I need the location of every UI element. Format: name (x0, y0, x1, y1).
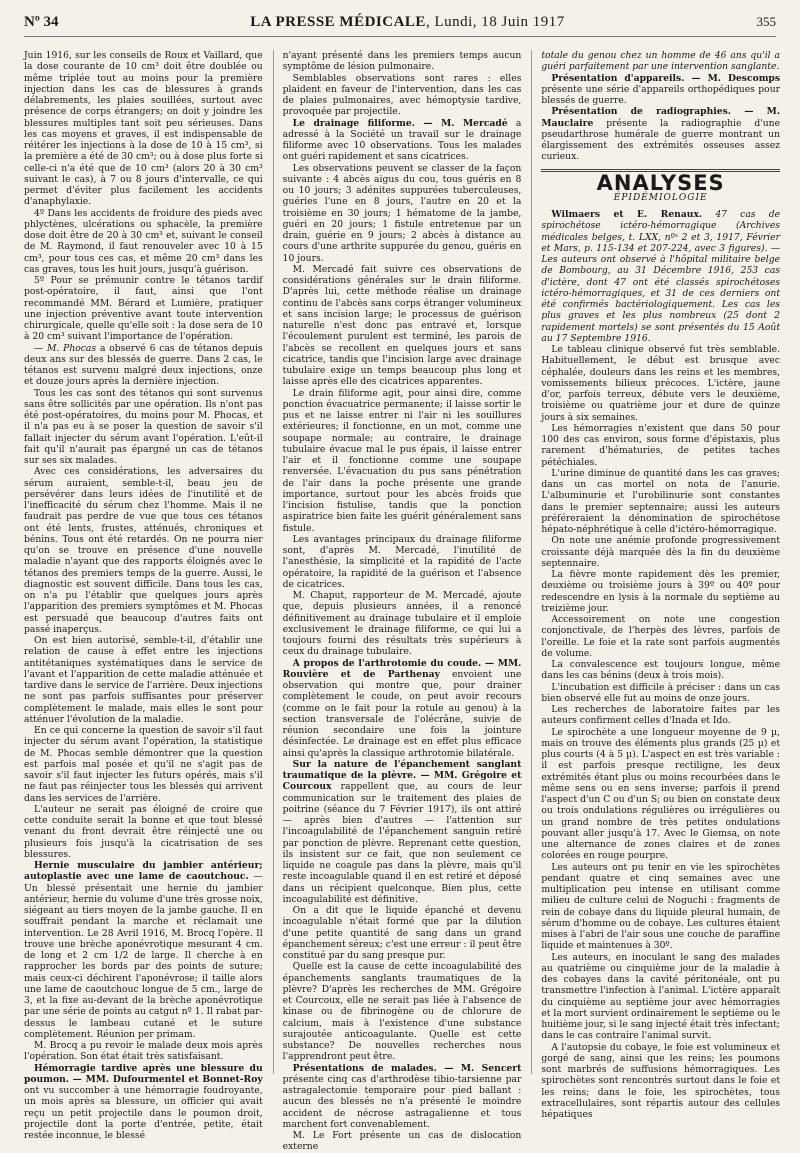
paragraph (24, 343, 263, 388)
paragraph (283, 759, 522, 905)
paragraph (24, 860, 263, 1040)
paragraph (283, 658, 522, 759)
reference-authors: Wilmaers et E. Renaux. (551, 209, 703, 220)
paragraph: Semblables observations sont rares : elles plaident en faveur de l'intervention, dans les cas de plaies pulmonaires, avec hémoptysie tardive, provoquée par projectile. (282, 72, 522, 118)
paragraph (541, 209, 780, 344)
paragraph (283, 1063, 522, 1131)
section-heading: Sur la nature de l'épanchement sanglant traumatique de la plèvre. — MM. Grégoire et Courcoux (282, 758, 522, 793)
paragraph-text: présente une série d'appareils orthopédiques pour blessés de guerre. (541, 83, 781, 106)
paragraph: Les recherches de laboratoire faites par les auteurs confirment celles d'Inada et Ido. (541, 704, 781, 727)
paragraph: Tous les cas sont des tétanos qui sont survenus sans être sollicités par une opération. Ils n'ont pas été post-opératoires, du moins pour M. Phocas, et il n'a pas eu à se poser la question de savoir s'il fallait injecter du sérum avant l'opération. L'eût-il fait qu'il n'aurait pas épargné un cas de tétanos sur ses six malades. (24, 387, 263, 466)
section-heading: Hernie musculaire du jambier antérieur; autoplastie avec une lame de caoutchouc. (24, 860, 263, 883)
paragraph: totale du genou chez un homme de 46 ans qu'il a guéri parfaitement par une intervention sanglante. (541, 50, 781, 73)
subsection-heading: ÉPIDÉMIOLOGIE (613, 192, 708, 203)
paragraph-text: rappellent que, au cours de leur communication sur le traitement des plaies de poitrine (séance du 7 Février 1917), ils ont attiré — après bien d'autres — l'attention sur l'incoagulabilité de l'épanchement sanguin retiré par ponction de plèvre. Reprenant cette question, ils insistent sur ce fait, que non seulement ce liquide ne coagule pas dans la plèvre, mais qu'il reste incoagulable quand il en est retiré et déposé dans un récipient quelconque. Bien plus, cette incoagulabilité est définitive. (282, 781, 522, 905)
paragraph: Les auteurs, en inoculant le sang des malades au quatrième ou cinquième jour de la maladie à des cobayes dans la cavité péritonéale, ont pu transmettre l'infection à l'animal. L'ictère apparaît du cinquième au septième jour avec hémorragies et la mort survient ordinairement le septième ou le huitième jour, si le sang injecté était très infectant; dans le cas contraire l'animal survit. (541, 951, 781, 1042)
paragraph: M. Mercadé fait suivre ces observations de considérations générales sur le drain filiforme. D'après lui, cette méthode réalise un drainage continu de l'abcès sans corps étranger volumineux et sans incision large; le processus de guérison naturelle n'est donc pas entravé et, lorsque l'écoulement purulent est terminé, les parois de l'abcès se recollent en quelques jours et sans cicatrice, tandis que l'incision large avec drainage tubulaire exige un temps beaucoup plus long et laisse après elle des cicatrices apparentes. (282, 263, 522, 388)
section-heading: Le drainage filiforme. — M. Mercadé (292, 117, 508, 129)
page-number: 355 (756, 14, 776, 29)
issue-number: Nº 34 (24, 14, 59, 30)
speaker: — M. Phocas (34, 342, 97, 354)
paragraph-text: présente la radiographie d'une pseudarthrose humérale de guerre montrant un élargissement des extrémités osseuses assez curieux. (541, 117, 781, 163)
issue-date: , Lundi, 18 Juin 1917 (425, 14, 565, 30)
paragraph: On a dit que le liquide épanché et devenu incoagulable n'était formé que par la dilution d'une petite quantité de sang dans un grand épanchement séreux; c'est une erreur : il peut être constitué par du sang presque pur. (282, 905, 522, 961)
paragraph (283, 118, 522, 163)
section-heading: Présentation de radiographies. — M. Mauclaire (541, 106, 781, 129)
paragraph-text: ont vu succomber à une hémorragie foudroyante, un mois après sa blessure, un officier qui avait reçu un petit projectile dans le poumon droit, projectile dont la porte d'entrée, petite, était restée inconnue, le blessé (24, 1085, 263, 1141)
analyses-heading: ANALYSES (596, 170, 725, 195)
paragraph (24, 1063, 263, 1142)
paragraph-text: a observé 6 cas de tétanos depuis deux ans sur des blessés de guerre. Dans 2 cas, le tétanos est survenu malgré deux injections, onze et douze jours après la dernière injection. (24, 342, 263, 388)
section-heading: Hémorragie tardive après une blessure du poumon. — MM. Dufourmentel et Bonnet-Roy (24, 1062, 263, 1085)
paragraph: Le tableau clinique observé fut très semblable. Habituellement, le début est brusque avec céphalée, douleurs dans les reins et les membres, vomissements bilieux précoces. L'ictère, jaune d'or, parfois terreux, débute vers le deuxième, troisième ou quatrième jour et dure de quinze jours à six semaines. (541, 344, 781, 423)
paragraph (541, 106, 780, 162)
paragraph-text: présente cinq cas d'arthrodèse tibio-tarsienne par astragalectomie temporaire pour pied ballant : aucun des blessés ne n'a présenté le moindre accident de nécrose astragalienne et tous marchent fort convenablement. (282, 1073, 522, 1130)
paragraph: L'urine diminue de quantité dans les cas graves; dans un cas mortel on nota de l'anurie. L'albuminurie et l'urobilinurie sont constantes dans le premier septennaire; aussi les auteurs préféreraient la dénomination de spirochétose hépato-néphrétique à celle d'ictéro-hémorragique. (541, 467, 781, 535)
paragraph: 5º Pour se prémunir contre le tétanos tardif post-opératoire, il faut, ainsi que l'ont recommandé MM. Bérard et Lumière, pratiquer une injection préventive avant toute intervention chirurgicale, quelle qu'elle soit : la dose sera de 10 à 20 cm³ suivant l'importance de l'opération. (24, 275, 263, 343)
paragraph: Les observations peuvent se classer de la façon suivante : 4 abcès aigus du cou, tous guéris en 8 ou 10 jours; 3 adénites suppurées tuberculeuses, guéries l'une en 8 jours, l'autre en 20 et la troisième en 30 jours; 1 hématome de la jambe, guéri en 20 jours; 1 fistule entretenue par un drain, guérie en 9 jours; 2 abcès à distance au cours d'une arthrite suppurée du genou, guéris en 10 jours. (282, 162, 522, 264)
paragraph: Le spirochète a une longueur moyenne de 9 µ, mais on trouve des éléments plus grands (25 µ) et plus courts (4 à 5 µ). L'aspect en est très variable : il est parfois presque rectiligne, les deux extrémités étant plus ou moins recourbées dans le même sens ou en sens inverse; parfois il prend l'aspect d'un C ou d'un S; ou bien on constate deux ou trois ondulations régulières ou irrégulières ou un grand nombre de très petites ondulations pouvant aller jusqu'à 17. Avec le Giemsa, on note une alternance de zones claires et de zones colorées en rouge pourpre. (541, 726, 781, 862)
paragraph: n'ayant présenté dans les premiers temps aucun symptôme de lésion pulmonaire. (282, 50, 522, 73)
paragraph: M. Chaput, rapporteur de M. Mercadé, ajoute que, depuis plusieurs années, il a renoncé définitivement au drainage tubulaire et il emploie exclusivement le drainage filiforme, ce qui lui a toujours fourni des résultats très supérieurs à ceux du drainage tubulaire. (282, 590, 522, 658)
paragraph: L'incubation est difficile à préciser : dans un cas bien observé elle fut au moins de onze jours. (541, 681, 781, 704)
paragraph: Juin 1916, sur les conseils de Roux et Vaillard, que la dose courante de 10 cm³ doit être doublée ou même triplée tout au moins pour la première injection dans les cas de blessures à grands délabrements, les plaies souillées, surtout avec présence de corps étrangers; on doit y joindre les blessures multiples tant soit peu sérieuses. Dans les cas moyens et graves, il est indispensable de réitérer les injections à la dose de 10 à 15 cm³, si la première a été de 30 cm³; ou à dose plus forte si celle-ci n'a été que de 10 cm³ (alors 20 à 30 cm³ suivant le cas), à 7 ou 8 jours d'intervalle, ce qui permet d'éviter plus facilement les accidents d'anaphylaxie. (24, 50, 263, 208)
running-header (24, 14, 776, 37)
paragraph: On est bien autorisé, semble-t-il, d'établir une relation de cause à effet entre les injections antitétaniques systématiques dans le service de l'avant et l'apparition de cette maladie atténuée et tardive dans le service de l'arrière. Deux injections ne sont pas parfois suffisantes pour préserver complètement le malade, mais elles le sont pour atténuer l'évolution de la maladie. (24, 635, 263, 725)
paragraph: La fièvre monte rapidement dès les premier, deuxième ou troisième jours à 39º ou 40º pour redescendre en lysis à la normale du septième au treizième jour. (541, 569, 781, 614)
paragraph: M. Le Fort présente un cas de dislocation externe (282, 1130, 522, 1153)
paragraph-text: envoient une observation qui montre que, pour drainer complètement le coude, on peut avoir recours (comme on le fait pour la rotule au genou) à la section transversale de l'olécrâne, suivie de réunion secondaire une fois la jointure désinfectée. Le drainage est en effet plus efficace ainsi qu'après la classique arthrotomie bilatérale. (282, 668, 522, 759)
paragraph: Les avantages principaux du drainage filiforme sont, d'après M. Mercadé, l'inutilité de l'anesthésie, la simplicité et la rapidité de l'acte opératoire, la rapidité de la guérison et l'absence de cicatrices. (282, 533, 522, 590)
paragraph: L'auteur ne serait pas éloigné de croire que cette conduite serait la bonne et que tout blessé venant du front devrait être réinjecté une ou plusieurs fois jusqu'à la cicatrisation de ses blessures. (24, 803, 263, 860)
section-heading: A propos de l'arthrotomie du coude. — MM. Rouvière et de Parthenay (282, 657, 522, 680)
paragraph: On note une anémie profonde progressivement croissante déjà marquée dès la fin du deuxième septennaire. (541, 535, 781, 569)
paragraph-text: — Un blessé présentait une hernie du jambier antérieur, hernie du volume d'une très grosse noix, siégeant au tiers moyen de la jambe gauche. Il en souffrait pendant la marche et réclamait une intervention. Le 28 Avril 1916, M. Brocq l'opère. Il trouve une brèche aponévrotique mesurant 4 cm. de long et 2 cm 1/2 de large. Il cherche à en rapprocher les bords par des points de suture; mais ceux-ci déchirent l'aponévrose; il taille alors une lame de caoutchouc longue de 5 cm., large de 3, et la fixe au-devant de la brèche aponévrotique par une série de points au catgut nº 1. Il rabat par-dessus le lambeau cutané et le suture complètement. Réunion per primam. (24, 871, 263, 1040)
text-columns (24, 50, 781, 1153)
paragraph: Les auteurs ont pu tenir en vie les spirochètes pendant quatre et cinq semaines avec une multiplication peu intense en utilisant comme milieu de culture celui de Noguchi : fragments de rein de cobaye dans du liquide pleural humain, de sérum d'homme ou de cobaye. Les cultures étaient mises à l'abri de l'air sous une couche de paraffine liquide et maintenues à 30º. (541, 861, 781, 952)
column-1 (24, 50, 263, 1141)
paragraph: A l'autopsie du cobaye, le foie est volumineux et gorgé de sang, ainsi que les reins; les poumons sont marbrés de suffusions hémorragiques. Les spirochètes sont rencontrés surtout dans le foie et les reins; dans le foie, les spirochètes, tous extracellulaires, sont répartis autour des cellules hépatiques (541, 1041, 781, 1120)
paragraph: Avec ces considérations, les adversaires du sérum auraient, semble-t-il, beau jeu de persévérer dans leurs idées de l'inutilité et de l'inefficacité du sérum chez l'homme. Mais il ne faudrait pas perdre de vue que tous ces tétanos ont été lents, frustes, atténués, chroniques et bénins. Tous ont été retardés. On ne pourra nier qu'on se trouve en présence d'une nouvelle maladie n'ayant que des rapports éloignés avec le tétanos des premiers temps de la guerre. Aussi, le diagnostic est souvent difficile. Dans tous les cas, on n'a pu l'établir que quelques jours après l'apparition des premiers symptômes et M. Phocas est persuadé que beaucoup d'autres faits ont passé inaperçus. (24, 466, 263, 635)
paragraph: Les hémorragies n'existent que dans 50 pour 100 des cas environ, sous forme d'épistaxis, plus rarement d'hématuries, de petites taches pétéchiales. (541, 422, 781, 468)
column-2 (273, 50, 522, 1153)
paragraph: Le drain filiforme agit, pour ainsi dire, comme ponction évacuatrice permanente; il laisse sortir le pus et ne laisse entrer ni l'air ni les souillures extérieures; il fonctionne, en un mot, comme une soupape normale; au contraire, le drainage tubulaire évacue mal le pus épais, il laisse entrer l'air et il fonctionne comme une soupape renversée. L'évacuation du pus sans pénétration de l'air dans la poche présente une grande importance, surtout pour les abcès froids que l'incision fistulise, tandis que la ponction aspiratrice bien faite les guérit généralement sans fistule. (282, 387, 522, 534)
paragraph: Accessoirement on note une congestion conjonctivale, de l'herpès des lèvres, parfois de l'oreille. Le foie et la rate sont parfois augmentés de volume. (541, 614, 781, 659)
section-heading: Présentation d'appareils. — M. Descomps (551, 72, 781, 84)
paragraph: 4º Dans les accidents de froidure des pieds avec phlyctènes, ulcérations ou sphacèle, la première dose doit être de 20 à 30 cm³ et, suivant le conseil de M. Raymond, il faut renouveler avec 10 à 15 cm³, pour tous ces cas, et même 20 cm³ dans les cas graves, tous les huit jours, jusqu'à guérison. (24, 207, 263, 275)
reference-text: 47 cas de spirochétose ictéro-hémorragique (Archives médicales belges, t. LXX, nºˢ 2 et 3, 1917, Février et Mars, p. 115-134 et 207-224, avec 3 figures). — Les auteurs ont observé à l'hôpital militaire belge de Bombourg, au 31 Décembre 1916, 253 cas d'ictère, dont 47 ont été classés spirochétoses ictéro-hémorragiques, et 31 de ces derniers ont été confirmés bactériologiquement. Les cas les plus graves et les plus nombreux (25 dont 2 rapidement mortels) se sont présentés du 15 Août au 17 Septembre 1916. (541, 209, 781, 344)
paragraph: Quelle est la cause de cette incoagulabilité des épanchements sanglants traumatiques de la plèvre? D'après les recherches de MM. Grégoire et Courcoux, elle ne serait pas liée à l'absence de kinase ou de fibrinogène ou de chlorure de calcium, mais à l'existence d'une substance surajoutée anticoagulante. Quelle est cette substance? De nouvelles recherches nous l'apprendront peut être. (282, 961, 522, 1063)
journal-title (250, 14, 565, 31)
section-heading: Présentations de malades. — M. Sencert (292, 1062, 522, 1074)
paragraph (541, 73, 780, 107)
paragraph: M. Brocq a pu revoir le malade deux mois après l'opération. Son état était très satisfaisant. (24, 1040, 263, 1063)
paragraph: En ce qui concerne la question de savoir s'il faut injecter du sérum avant l'opération, la statistique de M. Phocas semble démontrer que la question est parfois mal posée et qu'il ne s'agit pas de savoir s'il faut injecter les futurs opérés, mais s'il ne faut pas réinjecter tous les blessés qui arrivent dans les services de l'arrière. (24, 725, 263, 804)
journal-name: LA PRESSE MÉDICALE (250, 14, 426, 30)
paragraph-text: a adressé à la Société un travail sur le drainage filiforme avec 10 observations. Tous les malades ont guéri rapidement et sans cicatrices. (282, 117, 522, 163)
paragraph: La convalescence est toujours longue, même dans les cas bénins (deux à trois mois). (541, 659, 781, 682)
column-3 (531, 50, 781, 1120)
